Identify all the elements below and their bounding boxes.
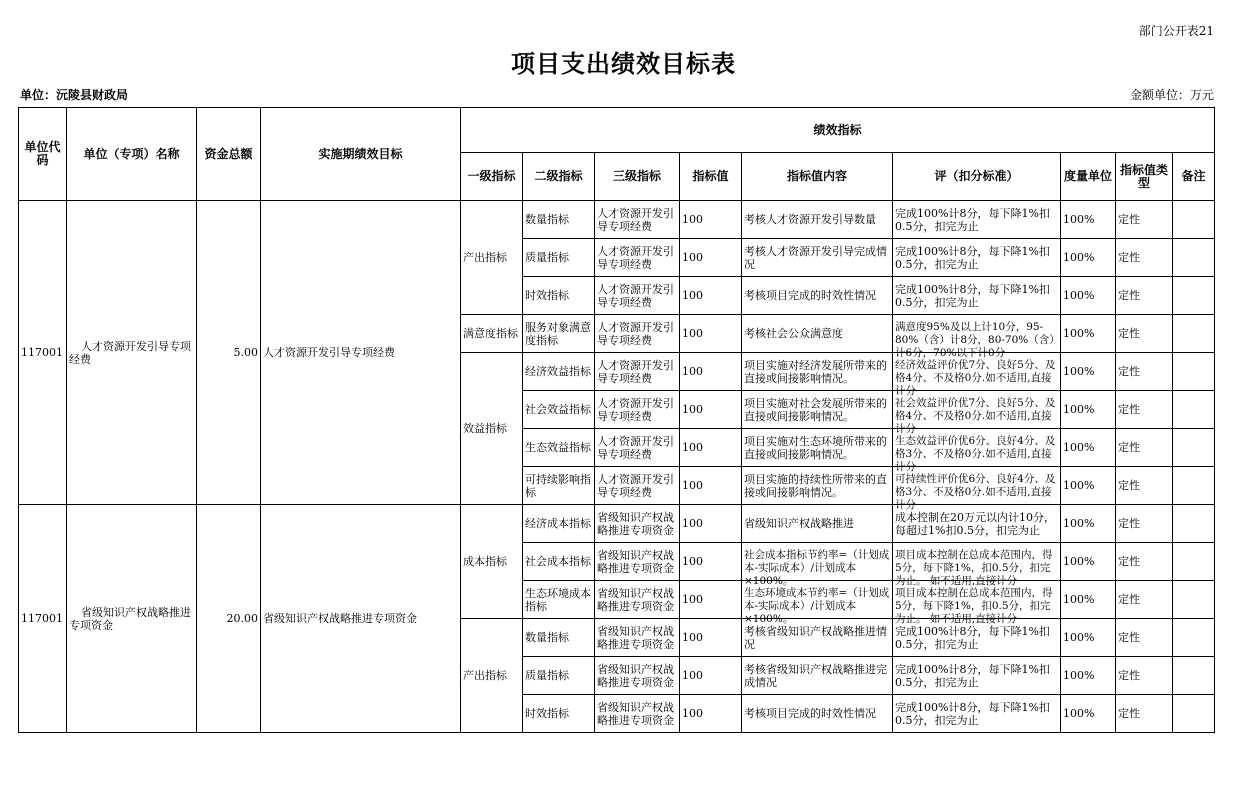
measure-unit: 100% [1061,391,1116,429]
level1-indicator: 效益指标 [461,353,523,505]
goal: 省级知识产权战略推进专项资金 [261,505,461,733]
header-indicators: 绩效指标 [461,108,1215,153]
value-type: 定性 [1116,695,1173,733]
level2-indicator: 经济效益指标 [523,353,595,391]
header-level1: 一级指标 [461,153,523,201]
remark [1173,353,1215,391]
level3-indicator: 省级知识产权战略推进专项资金 [595,543,680,581]
remark [1173,239,1215,277]
indicator-value: 100 [680,543,742,581]
score-standard: 生态效益评价优6分、良好4分、及格3分、不及格0分.如不适用,直接计分 [893,429,1061,467]
level3-indicator: 人才资源开发引导专项经费 [595,391,680,429]
indicator-value: 100 [680,315,742,353]
value-type: 定性 [1116,391,1173,429]
level1-indicator: 满意度指标 [461,315,523,353]
level2-indicator: 时效指标 [523,277,595,315]
level2-indicator: 可持续影响指标 [523,467,595,505]
header-measure-unit: 度量单位 [1061,153,1116,201]
value-type: 定性 [1116,467,1173,505]
measure-unit: 100% [1061,619,1116,657]
value-type: 定性 [1116,619,1173,657]
level2-indicator: 社会成本指标 [523,543,595,581]
total-funds: 20.00 [197,505,261,733]
table-row [19,505,1215,543]
indicator-content: 项目实施对生态环境所带来的直接或间接影响情况。 [742,429,893,467]
indicator-value: 100 [680,657,742,695]
page-title: 项目支出绩效目标表 [511,50,736,78]
remark [1173,315,1215,353]
level2-indicator: 质量指标 [523,239,595,277]
header-level3: 三级指标 [595,153,680,201]
performance-table [18,107,1215,733]
level2-indicator: 数量指标 [523,619,595,657]
score-standard: 项目成本控制在总成本范围内，得5分，每下降1%，扣0.5分，扣完为止。 如不适用,直接计分 [893,543,1061,581]
measure-unit: 100% [1061,201,1116,239]
remark [1173,429,1215,467]
remark [1173,201,1215,239]
measure-unit: 100% [1061,695,1116,733]
indicator-content: 项目实施的持续性所带来的直接或间接影响情况。 [742,467,893,505]
value-type: 定性 [1116,543,1173,581]
remark [1173,619,1215,657]
indicator-content: 省级知识产权战略推进 [742,505,893,543]
level2-indicator: 服务对象满意度指标 [523,315,595,353]
measure-unit: 100% [1061,657,1116,695]
indicator-value: 100 [680,239,742,277]
value-type: 定性 [1116,429,1173,467]
score-standard: 完成100%计8分，每下降1%扣0.5分，扣完为止 [893,695,1061,733]
level1-indicator: 成本指标 [461,505,523,619]
level3-indicator: 人才资源开发引导专项经费 [595,201,680,239]
measure-unit: 100% [1061,353,1116,391]
score-standard: 经济效益评价优7分、良好5分、及格4分、不及格0分.如不适用,直接计分 [893,353,1061,391]
level2-indicator: 社会效益指标 [523,391,595,429]
unit-name: 人才资源开发引导专项经费 [67,201,197,505]
indicator-content: 考核社会公众满意度 [742,315,893,353]
level3-indicator: 人才资源开发引导专项经费 [595,315,680,353]
indicator-value: 100 [680,505,742,543]
score-standard: 完成100%计8分，每下降1%扣0.5分，扣完为止 [893,239,1061,277]
indicator-value: 100 [680,277,742,315]
value-type: 定性 [1116,353,1173,391]
level1-indicator: 产出指标 [461,619,523,733]
table-body [19,201,1215,733]
score-standard: 完成100%计8分，每下降1%扣0.5分，扣完为止 [893,201,1061,239]
score-standard: 完成100%计8分，每下降1%扣0.5分，扣完为止 [893,277,1061,315]
indicator-value: 100 [680,429,742,467]
reporting-unit: 单位：沅陵县财政局 [20,88,129,102]
header-value-content: 指标值内容 [742,153,893,201]
value-type: 定性 [1116,581,1173,619]
score-standard: 成本控制在20万元以内计10分，每超过1%扣0.5分，扣完为止 [893,505,1061,543]
score-standard: 社会效益评价优7分、良好5分、及格4分、不及格0分.如不适用,直接计分 [893,391,1061,429]
unit-code: 117001 [19,201,67,505]
indicator-value: 100 [680,467,742,505]
remark [1173,391,1215,429]
indicator-content: 考核人才资源开发引导数量 [742,201,893,239]
measure-unit: 100% [1061,543,1116,581]
score-standard: 项目成本控制在总成本范围内，得5分，每下降1%，扣0.5分，扣完为止。 如不适用,直接计分 [893,581,1061,619]
indicator-content: 考核项目完成的时效性情况 [742,695,893,733]
remark [1173,657,1215,695]
score-standard: 完成100%计8分，每下降1%扣0.5分，扣完为止 [893,619,1061,657]
header-total-funds: 资金总额 [197,108,261,201]
header-level2: 二级指标 [523,153,595,201]
measure-unit: 100% [1061,581,1116,619]
goal: 人才资源开发引导专项经费 [261,201,461,505]
level2-indicator: 时效指标 [523,695,595,733]
remark [1173,467,1215,505]
level3-indicator: 人才资源开发引导专项经费 [595,353,680,391]
level2-indicator: 经济成本指标 [523,505,595,543]
total-funds: 5.00 [197,201,261,505]
level3-indicator: 人才资源开发引导专项经费 [595,239,680,277]
header-goal: 实施期绩效目标 [261,108,461,201]
indicator-value: 100 [680,695,742,733]
unit-code: 117001 [19,505,67,733]
indicator-value: 100 [680,353,742,391]
remark [1173,543,1215,581]
value-type: 定性 [1116,201,1173,239]
indicator-content: 考核人才资源开发引导完成情况 [742,239,893,277]
value-type: 定性 [1116,505,1173,543]
indicator-content: 项目实施对经济发展所带来的直接或间接影响情况。 [742,353,893,391]
indicator-content: 考核项目完成的时效性情况 [742,277,893,315]
amount-unit: 金额单位：万元 [1129,88,1214,102]
measure-unit: 100% [1061,315,1116,353]
value-type: 定性 [1116,277,1173,315]
level3-indicator: 人才资源开发引导专项经费 [595,277,680,315]
value-type: 定性 [1116,239,1173,277]
measure-unit: 100% [1061,429,1116,467]
indicator-value: 100 [680,581,742,619]
level2-indicator: 生态效益指标 [523,429,595,467]
header-unit-code: 单位代码 [19,108,67,201]
header-remark: 备注 [1173,153,1215,201]
header-score: 评（扣分标准） [893,153,1061,201]
measure-unit: 100% [1061,467,1116,505]
remark [1173,277,1215,315]
unit-name: 省级知识产权战略推进专项资金 [67,505,197,733]
score-standard: 满意度95%及以上计10分，95-80%（含）计8分，80-70%（含）计6分，70%以下计0分 [893,315,1061,353]
level2-indicator: 生态环境成本指标 [523,581,595,619]
value-type: 定性 [1116,657,1173,695]
level2-indicator: 质量指标 [523,657,595,695]
measure-unit: 100% [1061,277,1116,315]
indicator-value: 100 [680,201,742,239]
value-type: 定性 [1116,315,1173,353]
remark [1173,581,1215,619]
remark [1173,505,1215,543]
header-value: 指标值 [680,153,742,201]
indicator-content: 考核省级知识产权战略推进完成情况 [742,657,893,695]
score-standard: 完成100%计8分，每下降1%扣0.5分，扣完为止 [893,657,1061,695]
indicator-content: 社会成本指标节约率=（计划成本-实际成本）/计划成本×100%。 [742,543,893,581]
table-row [19,201,1215,239]
level3-indicator: 省级知识产权战略推进专项资金 [595,581,680,619]
indicator-value: 100 [680,391,742,429]
level3-indicator: 人才资源开发引导专项经费 [595,429,680,467]
level3-indicator: 省级知识产权战略推进专项资金 [595,505,680,543]
header-unit-name: 单位（专项）名称 [67,108,197,201]
level3-indicator: 人才资源开发引导专项经费 [595,467,680,505]
measure-unit: 100% [1061,505,1116,543]
form-number: 部门公开表21 [1138,24,1214,38]
level3-indicator: 省级知识产权战略推进专项资金 [595,619,680,657]
remark [1173,695,1215,733]
level3-indicator: 省级知识产权战略推进专项资金 [595,695,680,733]
indicator-value: 100 [680,619,742,657]
measure-unit: 100% [1061,239,1116,277]
indicator-content: 生态环境成本节约率=（计划成本-实际成本）/计划成本×100%。 [742,581,893,619]
level1-indicator: 产出指标 [461,201,523,315]
indicator-content: 考核省级知识产权战略推进情况 [742,619,893,657]
score-standard: 可持续性评价优6分、良好4分、及格3分、不及格0分.如不适用,直接计分 [893,467,1061,505]
indicator-content: 项目实施对社会发展所带来的直接或间接影响情况。 [742,391,893,429]
level3-indicator: 省级知识产权战略推进专项资金 [595,657,680,695]
level2-indicator: 数量指标 [523,201,595,239]
header-value-type: 指标值类型 [1116,153,1173,201]
